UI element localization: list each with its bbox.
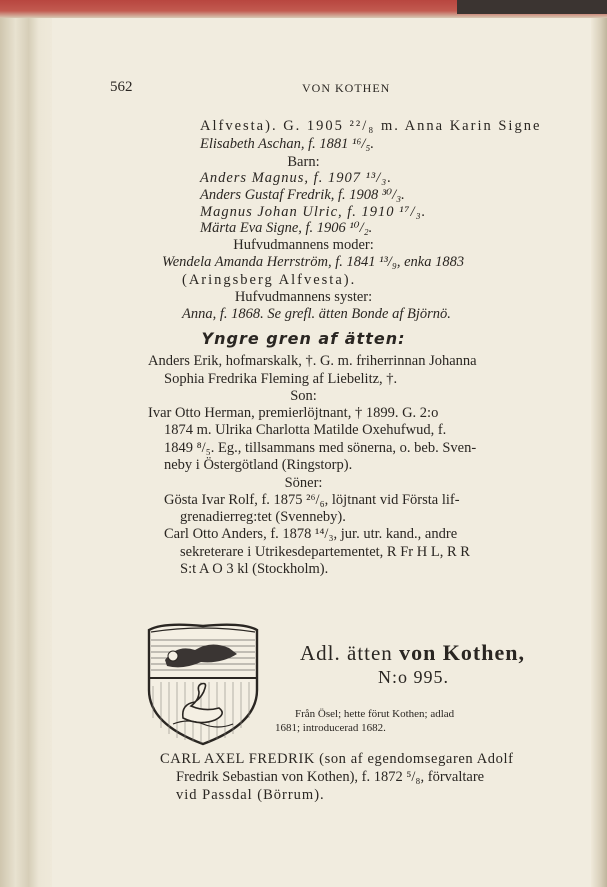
text-line: Elisabeth Aschan, f. 1881 ¹⁶/₅. (200, 136, 375, 152)
entry-line: vid Passdal (Börrum). (176, 787, 325, 803)
text-line: Anna, f. 1868. Se grefl. ätten Bonde af Björnö. (182, 306, 451, 322)
family-title-prefix: Adl. ätten (300, 641, 393, 665)
subheading-children: Barn: (287, 154, 320, 170)
section-heading: Yngre gren af ätten: (201, 329, 406, 348)
text-line: grenadierreg:tet (Svenneby). (180, 509, 346, 525)
text-line: Carl Otto Anders, f. 1878 ¹⁴/₃, jur. utr. kand., andre (164, 526, 458, 542)
text-line: Ivar Otto Herman, premierlöjtnant, † 1899. G. 2:o (148, 405, 439, 421)
text-line: Sophia Fredrika Fleming af Liebelitz, †. (164, 371, 398, 387)
book-top-edge (0, 0, 607, 18)
text-line: 1874 m. Ulrika Charlotta Matilde Oxehufwud, f. (164, 422, 447, 438)
page-number: 562 (110, 79, 133, 95)
child-entry: Anders Gustaf Fredrik, f. 1908 ³⁰/₃. (200, 187, 405, 203)
text-line: Alfvesta). G. 1905 ²²/₈ m. Anna Karin Signe (200, 118, 542, 134)
family-note: 1681; introducerad 1682. (275, 722, 386, 734)
entry-line: CARL AXEL FREDRIK (son af egendomsegaren Adolf (160, 751, 514, 767)
family-title-name: von Kothen, (399, 640, 525, 665)
text-line: sekreterare i Utrikesdepartementet, R Fr H L, R R (180, 544, 470, 560)
coat-of-arms (143, 620, 263, 746)
family-title (300, 640, 525, 666)
text-line: Anders Erik, hofmarskalk, †. G. m. friherrinnan Johanna (148, 353, 477, 369)
family-number: N:o 995. (378, 667, 449, 687)
subheading-sister: Hufvudmannens syster: (234, 289, 373, 305)
running-head: VON KOTHEN (302, 81, 391, 95)
subheading-son: Son: (290, 388, 317, 404)
subheading-mother: Hufvudmannens moder: (233, 237, 374, 253)
text-line: S:t A O 3 kl (Stockholm). (180, 561, 329, 577)
family-note: Från Ösel; hette förut Kothen; adlad (295, 708, 455, 720)
text-line: Gösta Ivar Rolf, f. 1875 ²⁶/₆, löjtnant vid Första lif- (164, 492, 460, 508)
child-entry: Magnus Johan Ulric, f. 1910 ¹⁷/₃. (200, 204, 427, 220)
subheading-sons: Söner: (284, 475, 323, 491)
text-line: 1849 ⁸/₅. Eg., tillsammans med sönerna, o. beb. Sven- (164, 440, 477, 456)
child-entry: Anders Magnus, f. 1907 ¹³/₃. (200, 170, 392, 186)
text-line: (Aringsberg Alfvesta). (182, 272, 357, 288)
entry-line: Fredrik Sebastian von Kothen), f. 1872 ⁵/₈, förvaltare (176, 769, 485, 785)
text-line: neby i Östergötland (Ringstorp). (164, 457, 353, 473)
book-page-edges-left (0, 18, 52, 887)
child-entry: Märta Eva Signe, f. 1906 ¹⁰/₂. (200, 220, 373, 236)
book-page-edge-right (591, 18, 607, 887)
text-line: Wendela Amanda Herrström, f. 1841 ¹³/₉, enka 1883 (162, 254, 465, 270)
